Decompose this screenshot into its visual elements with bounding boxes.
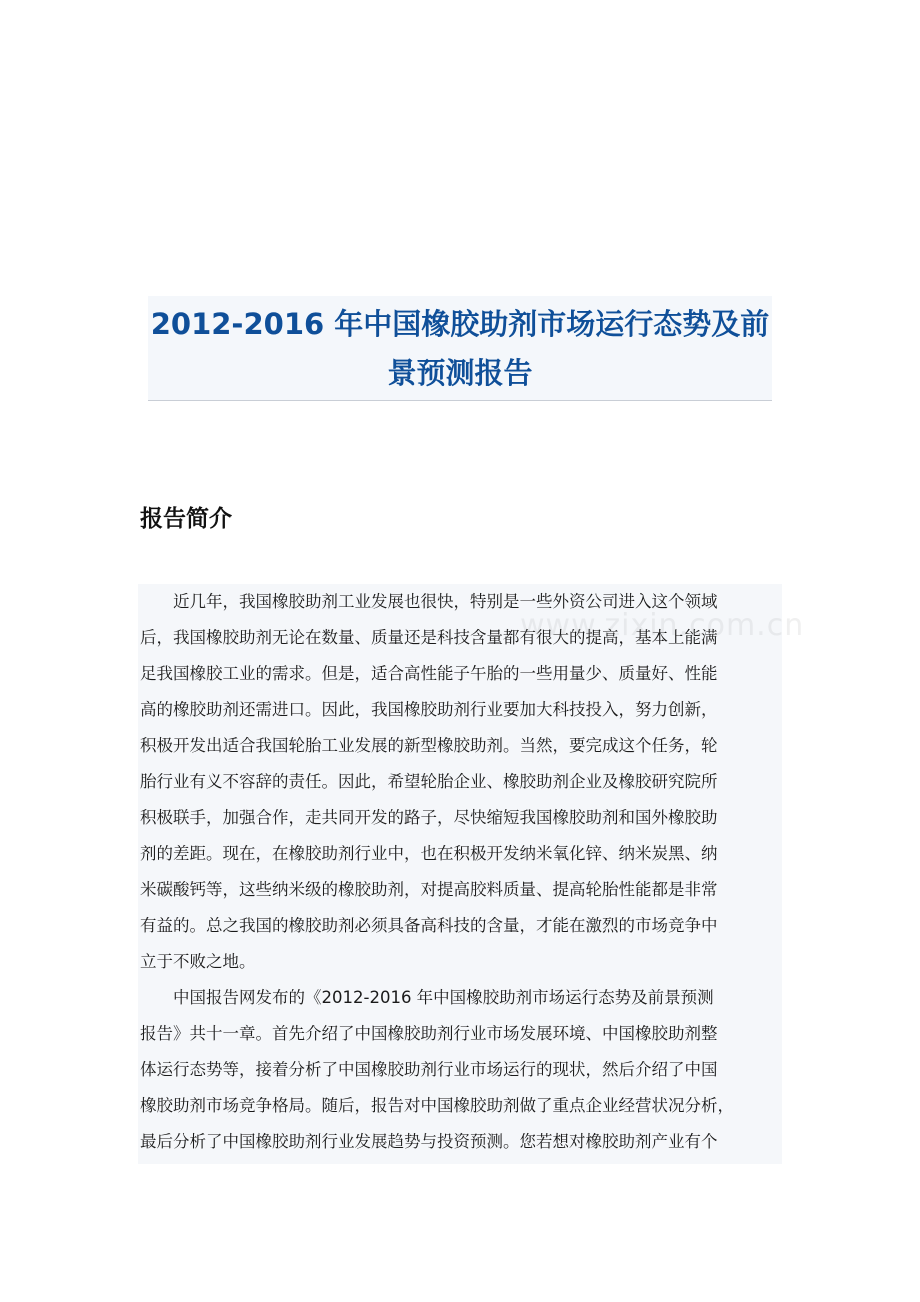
- body-line: 体运行态势等，接着分析了中国橡胶助剂行业市场运行的现状，然后介绍了中国: [140, 1060, 718, 1079]
- site-watermark: www.zixin.com.cn: [520, 608, 805, 643]
- body-line: 胎行业有义不容辞的责任。因此，希望轮胎企业、橡胶助剂企业及橡胶研究院所: [140, 772, 718, 791]
- body-line: 有益的。总之我国的橡胶助剂必须具备高科技的含量，才能在激烈的市场竞争中: [140, 916, 718, 935]
- body-line: 报告》共十一章。首先介绍了中国橡胶助剂行业市场发展环境、中国橡胶助剂整: [140, 1024, 718, 1043]
- body-line: 足我国橡胶工业的需求。但是，适合高性能子午胎的一些用量少、质量好、性能: [140, 664, 718, 683]
- report-title-line-1: 2012-2016 年中国橡胶助剂市场运行态势及前: [150, 307, 770, 341]
- report-title-line-2: 景预测报告: [387, 356, 533, 390]
- body-line: 近几年，我国橡胶助剂工业发展也很快，特别是一些外资公司进入这个领域: [140, 592, 718, 611]
- report-title-block: [148, 296, 772, 401]
- body-line: 米碳酸钙等，这些纳米级的橡胶助剂，对提高胶料质量、提高轮胎性能都是非常: [140, 880, 718, 899]
- body-line: 积极联手，加强合作，走共同开发的路子，尽快缩短我国橡胶助剂和国外橡胶助: [140, 808, 718, 827]
- body-line: 中国报告网发布的《2012-2016 年中国橡胶助剂市场运行态势及前景预测: [140, 988, 714, 1007]
- report-intro-body: [138, 584, 782, 1164]
- body-line: 最后分析了中国橡胶助剂行业发展趋势与投资预测。您若想对橡胶助剂产业有个: [140, 1132, 718, 1151]
- body-line: 后，我国橡胶助剂无论在数量、质量还是科技含量都有很大的提高，基本上能满: [140, 628, 718, 647]
- section-heading-intro: 报告简介: [140, 506, 232, 532]
- body-line: 橡胶助剂市场竞争格局。随后，报告对中国橡胶助剂做了重点企业经营状况分析，: [140, 1096, 734, 1115]
- body-line: 立于不败之地。: [140, 952, 256, 971]
- body-line: 剂的差距。现在，在橡胶助剂行业中，也在积极开发纳米氧化锌、纳米炭黑、纳: [140, 844, 718, 863]
- body-line: 高的橡胶助剂还需进口。因此，我国橡胶助剂行业要加大科技投入，努力创新，: [140, 700, 718, 719]
- body-line: 积极开发出适合我国轮胎工业发展的新型橡胶助剂。当然，要完成这个任务，轮: [140, 736, 718, 755]
